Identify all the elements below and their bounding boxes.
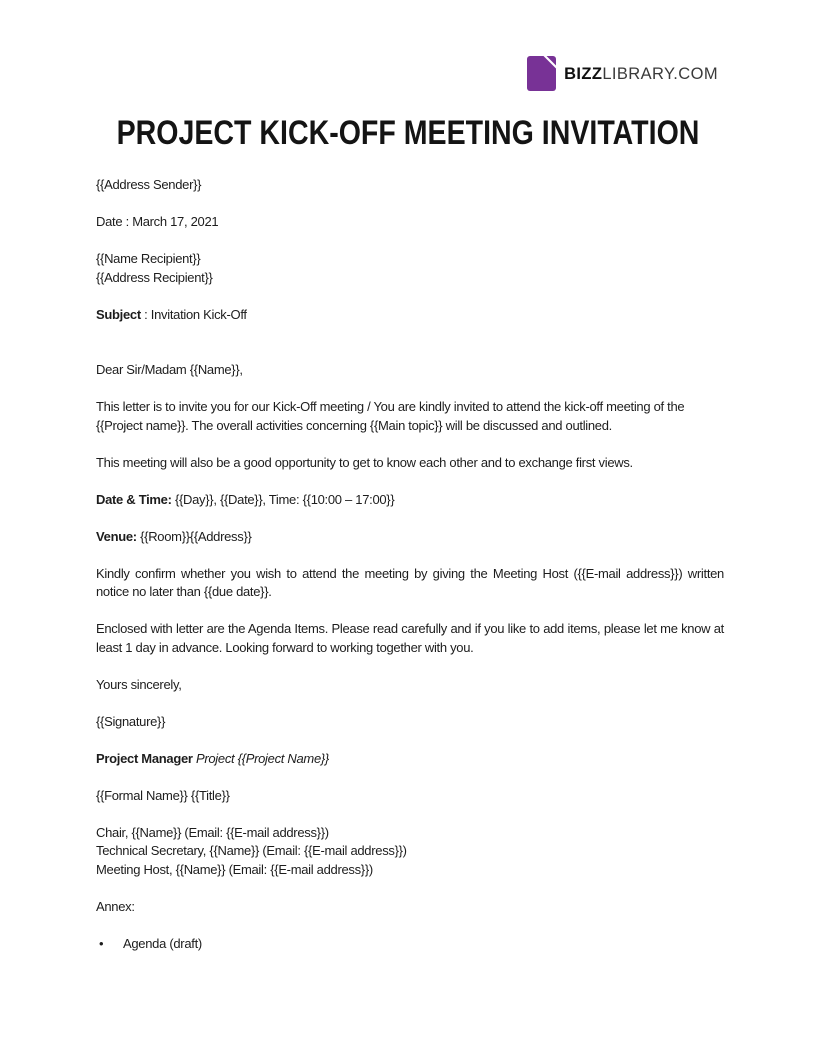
bizzlibrary-logo xyxy=(527,56,718,91)
address-sender: {{Address Sender}} xyxy=(96,177,202,192)
salutation: Dear Sir/Madam {{Name}}, xyxy=(96,362,243,377)
brand-bizz: BIZZ xyxy=(564,64,603,83)
contacts-block xyxy=(96,824,724,880)
datetime-label: Date & Time: xyxy=(96,491,172,507)
brand-library: LIBRARY.COM xyxy=(602,64,718,83)
project-manager-label: Project Manager xyxy=(96,750,193,766)
recipient-name: {{Name Recipient}} xyxy=(96,251,201,266)
recipient-address: {{Address Recipient}} xyxy=(96,269,213,285)
annex-item-label: Agenda (draft) xyxy=(123,935,202,951)
project-manager-line xyxy=(96,750,724,769)
contact-line-technical-secretary: Technical Secretary, {{Name}} (Email: {{E-mail address}}) xyxy=(96,843,407,858)
confirm-paragraph: Kindly confirm whether you wish to attend the meeting by giving the Meeting Host ({{E-mail address}}) written notice no later than {{due date}}. xyxy=(96,565,724,599)
page-title: PROJECT KICK-OFF MEETING INVITATION xyxy=(116,114,700,152)
enclosed-paragraph: Enclosed with letter are the Agenda Items. Please read carefully and if you like to add items, please let me know at least 1 day in advance. Looking forward to working together with you. xyxy=(96,621,724,655)
annex-item xyxy=(96,935,724,954)
subject-label: Subject xyxy=(96,306,141,322)
recipient-block xyxy=(96,250,724,287)
brand-text xyxy=(564,64,718,84)
venue-value: {{Room}}{{Address}} xyxy=(136,528,252,544)
annex-heading: Annex: xyxy=(96,898,135,914)
formal-name-line: {{Formal Name}} {{Title}} xyxy=(96,787,230,803)
invite-paragraph: This letter is to invite you for our Kick-Off meeting / You are kindly invited to attend the kick-off meeting of the {{Project name}}. The overall activities concerning {{Main topic}} will be discussed and outlined. xyxy=(96,399,685,433)
subject-line xyxy=(96,306,724,325)
contact-line-chair: Chair, {{Name}} (Email: {{E-mail address}}) xyxy=(96,824,329,840)
subject-value: : Invitation Kick-Off xyxy=(140,306,247,322)
signature-placeholder: {{Signature}} xyxy=(96,713,166,729)
datetime-line xyxy=(96,491,724,510)
venue-label: Venue: xyxy=(96,528,137,544)
bullet-icon: • xyxy=(99,935,104,951)
contact-line-meeting-host: Meeting Host, {{Name}} (Email: {{E-mail address}}) xyxy=(96,861,373,877)
closing: Yours sincerely, xyxy=(96,676,182,692)
date-line: Date : March 17, 2021 xyxy=(96,214,219,229)
opportunity-paragraph: This meeting will also be a good opportunity to get to know each other and to exchange first views. xyxy=(96,454,633,470)
document-icon xyxy=(527,56,556,91)
venue-line xyxy=(96,528,724,547)
datetime-value: {{Day}}, {{Date}}, Time: {{10:00 – 17:00}} xyxy=(171,491,395,507)
letter-body xyxy=(96,176,724,972)
project-manager-value: Project {{Project Name}} xyxy=(192,750,329,766)
